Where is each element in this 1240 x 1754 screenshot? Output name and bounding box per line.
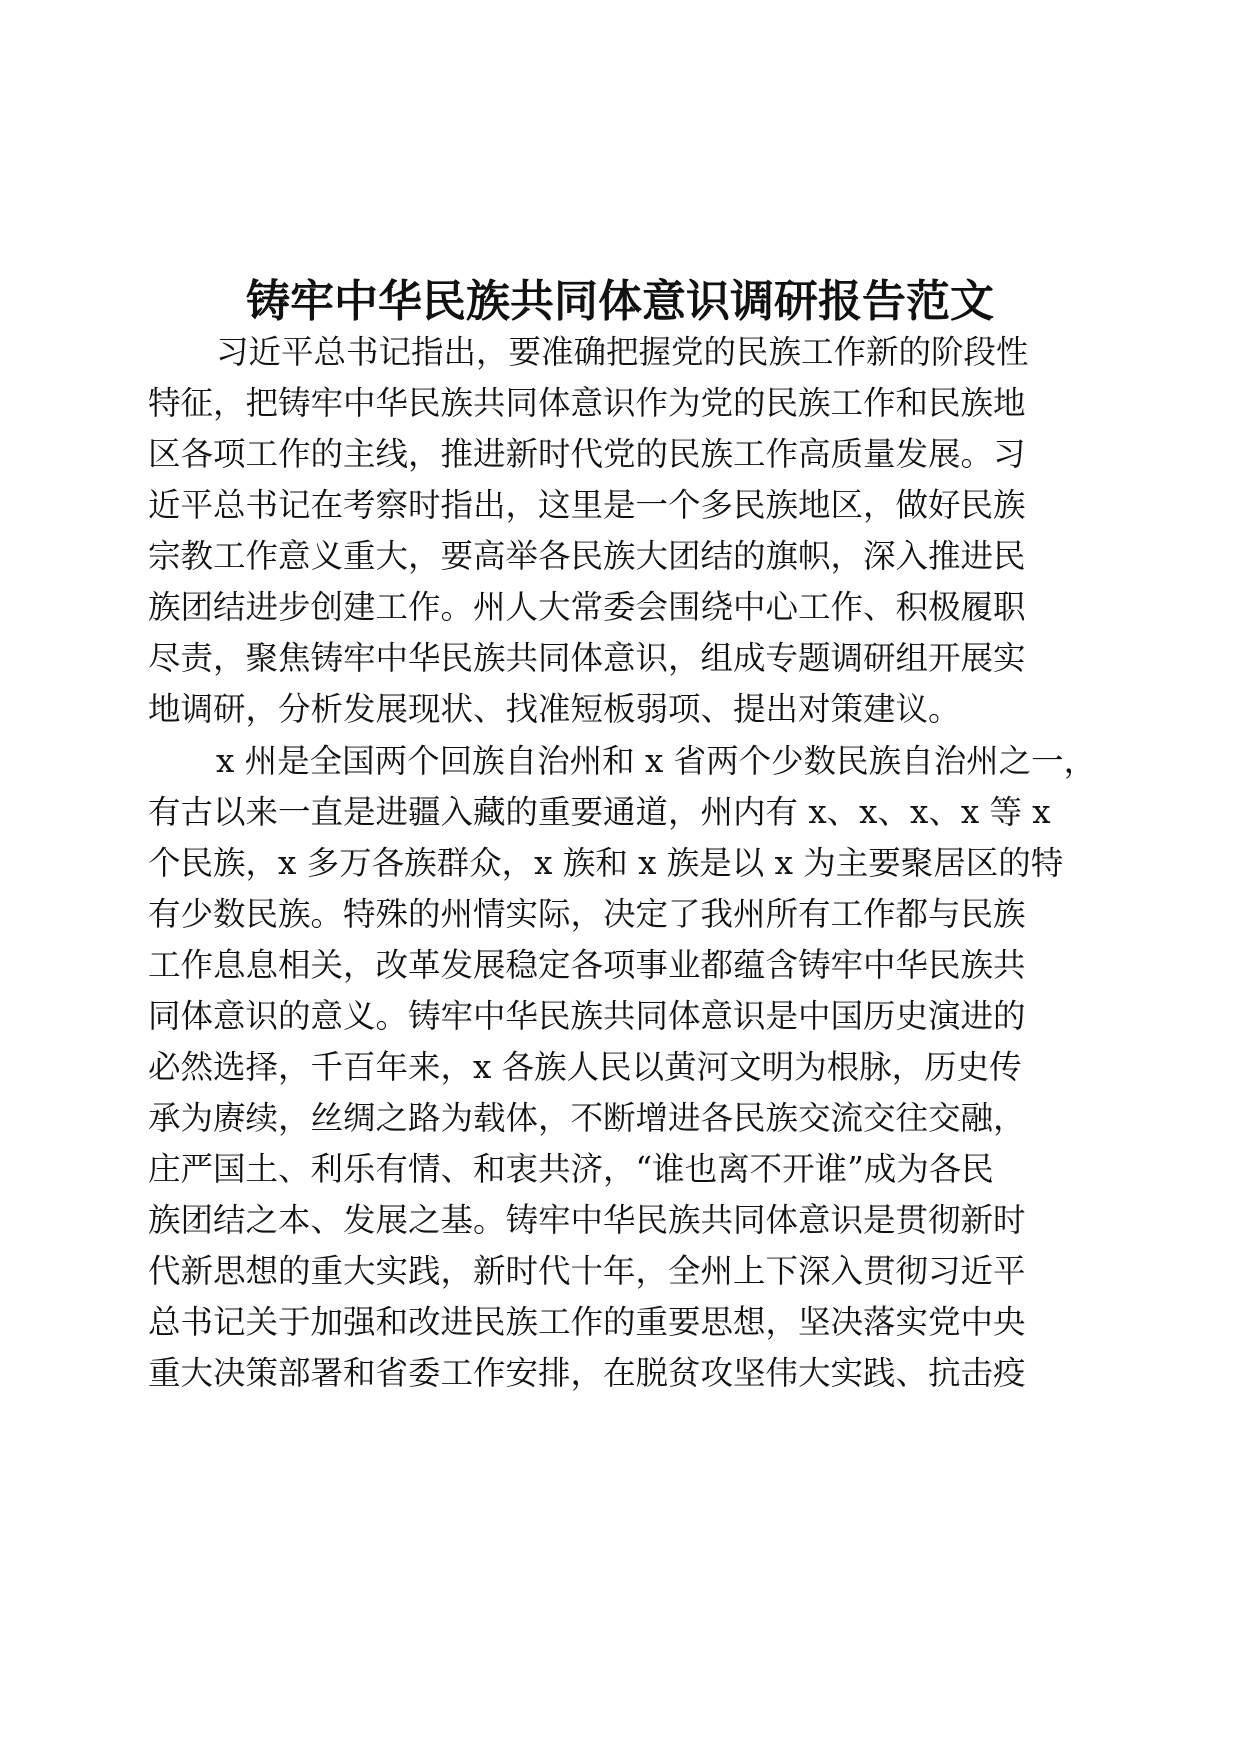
paragraph-line: 地调研，分析发展现状、找准短板弱项、提出对策建议。 [148, 690, 961, 728]
paragraph-line: 宗教工作意义重大，要高举各民族大团结的旗帜，深入推进民 [148, 537, 1026, 575]
paragraph-line: 近平总书记在考察时指出，这里是一个多民族地区，做好民族 [148, 486, 1026, 524]
paragraph-line: x 州是全国两个回族自治州和 x 省两个少数民族自治州之一， [216, 742, 1097, 780]
paragraph-line: 习近平总书记指出，要准确把握党的民族工作新的阶段性 [216, 333, 1029, 371]
paragraph-line: 特征，把铸牢中华民族共同体意识作为党的民族工作和民族地 [148, 384, 1026, 422]
paragraph-line: 庄严国土、利乐有情、和衷共济，“谁也离不开谁”成为各民 [148, 1150, 994, 1188]
paragraph-line: 族团结之本、发展之基。铸牢中华民族共同体意识是贯彻新时 [148, 1201, 1026, 1239]
paragraph-line: 工作息息相关，改革发展稳定各项事业都蕴含铸牢中华民族共 [148, 946, 1026, 984]
paragraph-line: 有少数民族。特殊的州情实际，决定了我州所有工作都与民族 [148, 895, 1026, 933]
paragraph-line: 重大决策部署和省委工作安排，在脱贫攻坚伟大实践、抗击疫 [148, 1354, 1026, 1392]
paragraph-line: 必然选择，千百年来，x 各族人民以黄河文明为根脉，历史传 [148, 1048, 1022, 1086]
paragraph-line: 承为赓续，丝绸之路为载体，不断增进各民族交流交往交融， [148, 1099, 1026, 1137]
paragraph-line: 族团结进步创建工作。州人大常委会围绕中心工作、积极履职 [148, 588, 1026, 626]
paragraph-line: 代新思想的重大实践，新时代十年，全州上下深入贯彻习近平 [148, 1252, 1026, 1290]
paragraph-line: 区各项工作的主线，推进新时代党的民族工作高质量发展。习 [148, 435, 1026, 473]
paragraph-line: 个民族，x 多万各族群众，x 族和 x 族是以 x 为主要聚居区的特 [148, 844, 1064, 882]
document-title: 铸牢中华民族共同体意识调研报告范文 [246, 276, 994, 327]
paragraph-line: 同体意识的意义。铸牢中华民族共同体意识是中国历史演进的 [148, 997, 1026, 1035]
paragraph-line: 尽责，聚焦铸牢中华民族共同体意识，组成专题调研组开展实 [148, 639, 1026, 677]
paragraph-line: 总书记关于加强和改进民族工作的重要思想，坚决落实党中央 [148, 1303, 1026, 1341]
paragraph-line: 有古以来一直是进疆入藏的重要通道，州内有 x、x、x、x 等 x [148, 793, 1051, 831]
